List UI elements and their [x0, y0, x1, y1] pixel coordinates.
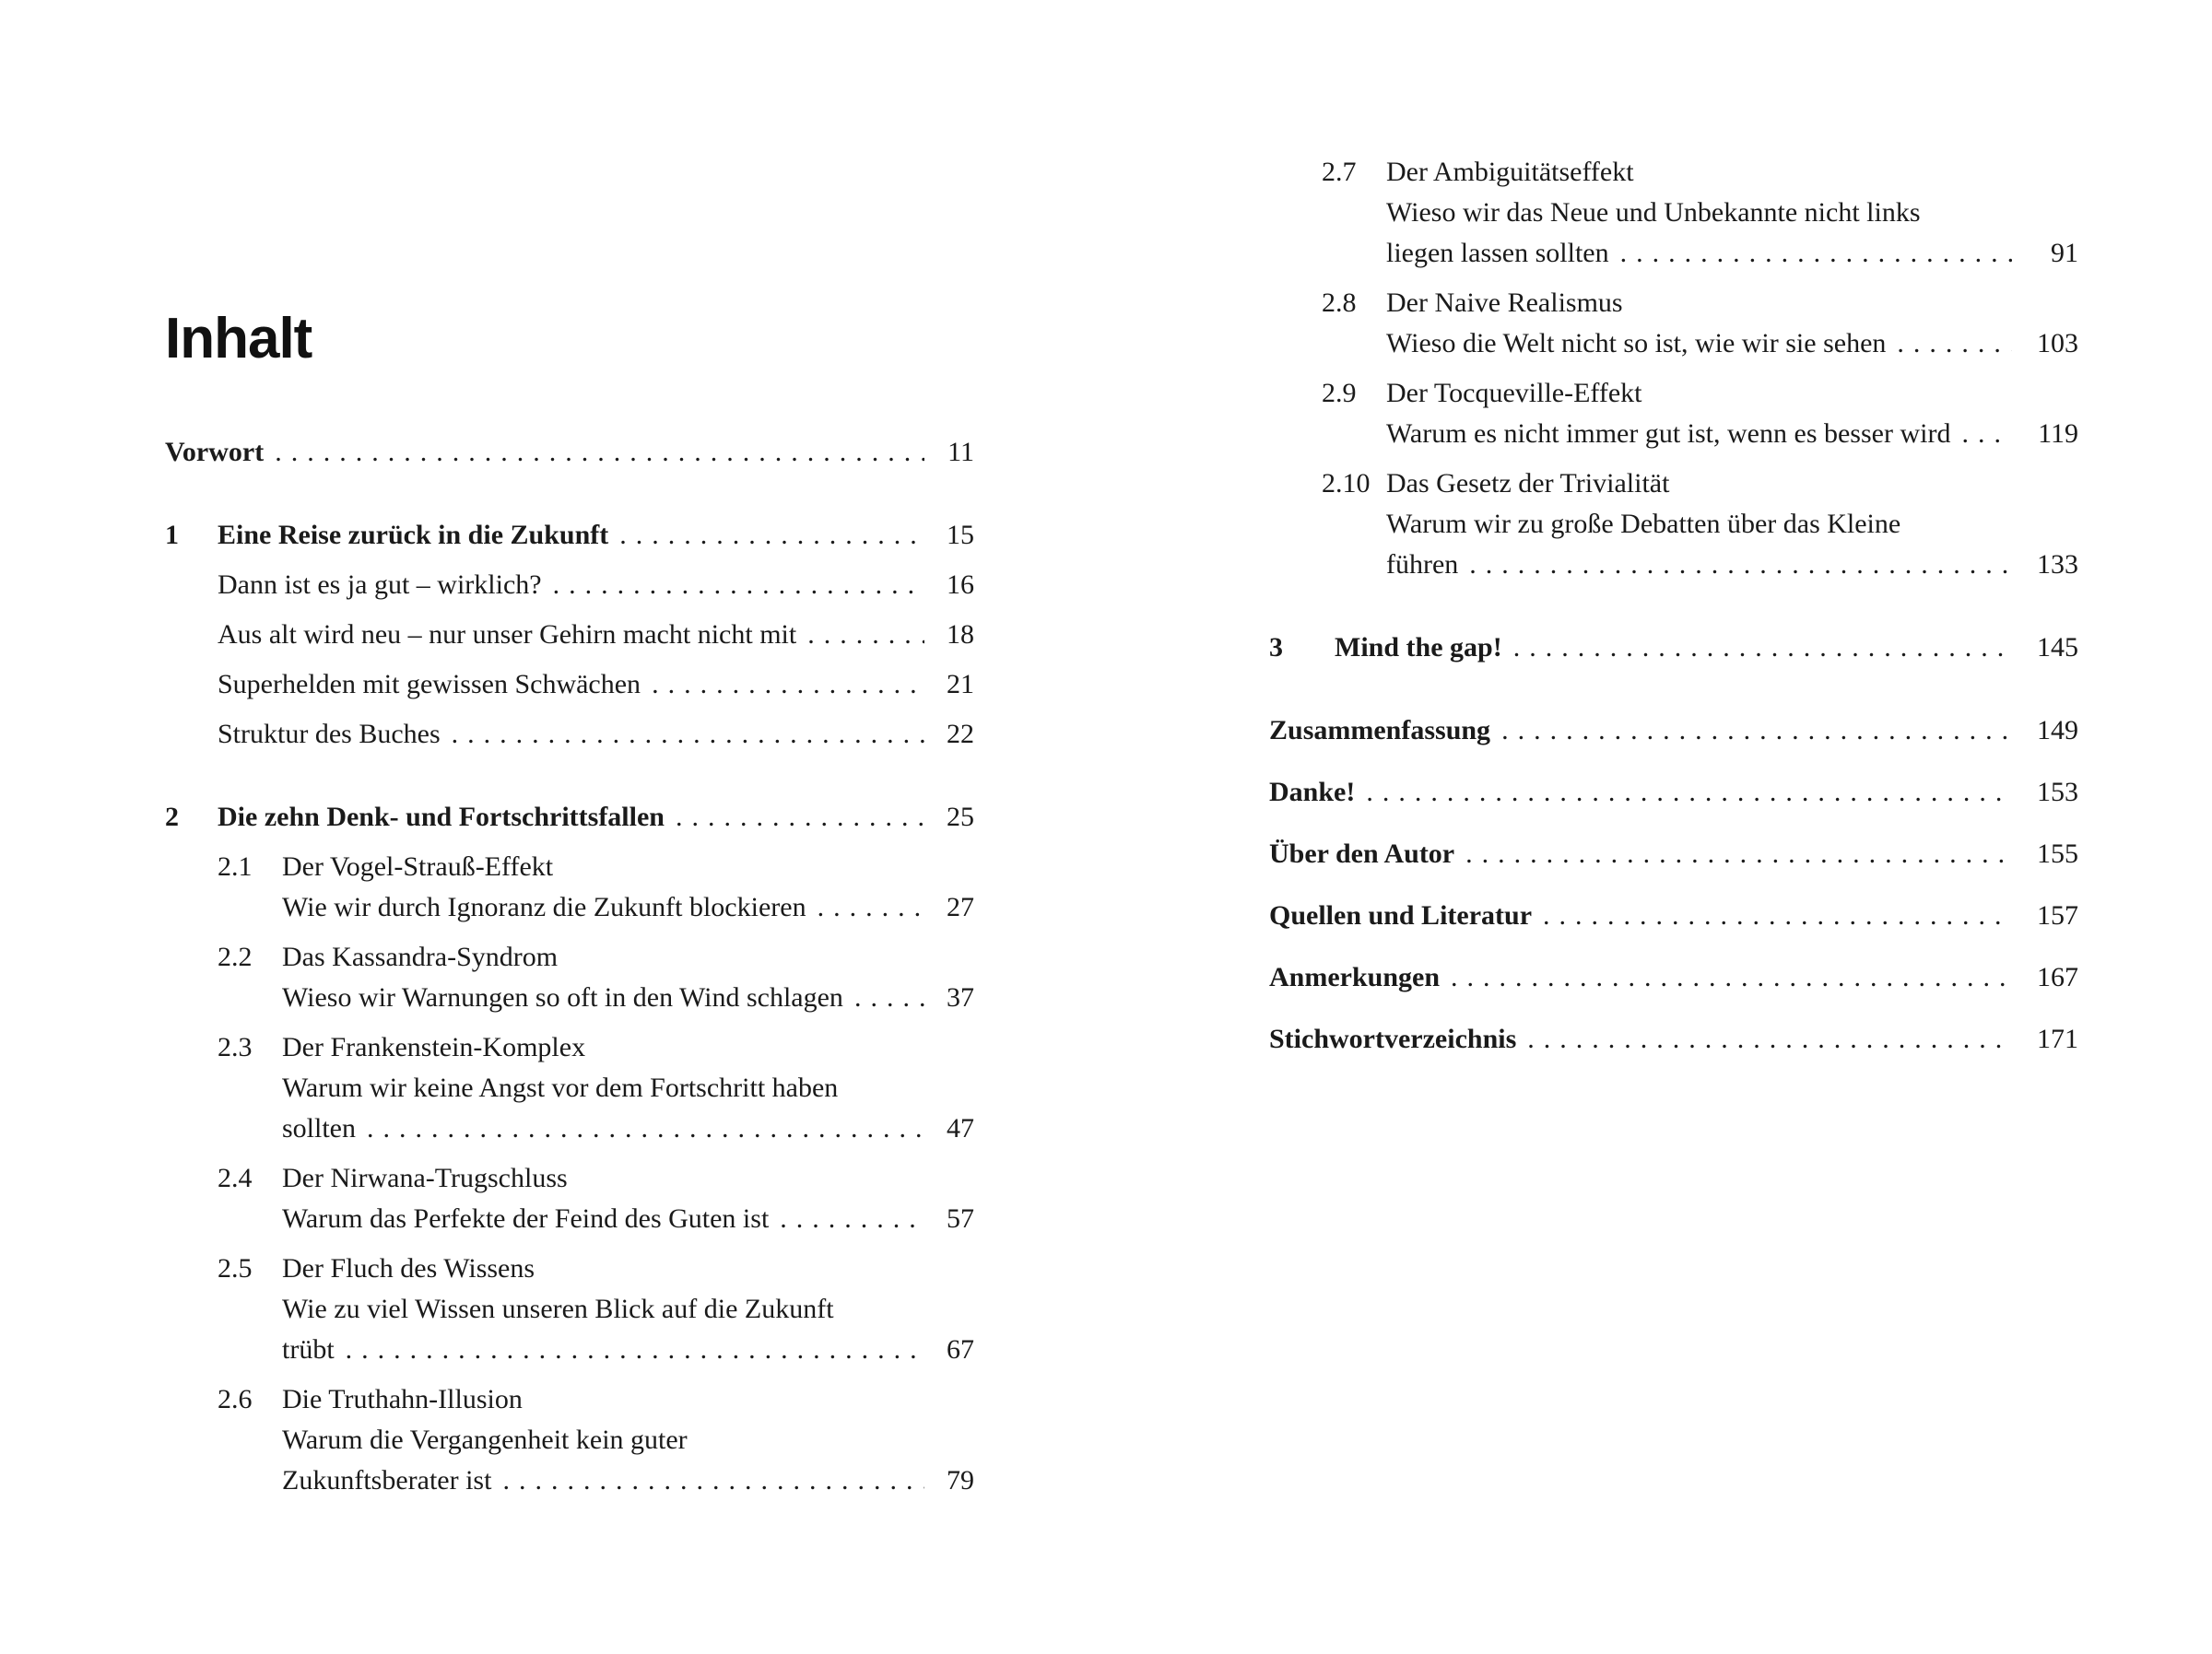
page-title: Inhalt: [165, 307, 312, 370]
entry-page: 79: [947, 1465, 974, 1496]
entry-page: 167: [2037, 962, 2078, 992]
entry-number: 2.10: [1322, 468, 1371, 499]
toc-entry-zusammenfassung: [1269, 710, 2078, 751]
entry-title: Der Vogel-Strauß-Effekt: [282, 851, 554, 882]
entry-subtitle: Wie zu viel Wissen unseren Blick auf die Zukunft: [282, 1294, 834, 1324]
dot-leader: [1465, 834, 2012, 874]
dot-leader: [1527, 1019, 2012, 1060]
entry-page: 133: [2037, 549, 2078, 580]
entry-number: 2.2: [218, 942, 253, 972]
dot-leader: [346, 1330, 924, 1370]
entry-title: Der Fluch des Wissens: [282, 1253, 535, 1284]
toc-entry-danke: [1269, 772, 2078, 813]
entry-subtitle: trübt: [282, 1334, 335, 1365]
entry-title: Die Truthahn-Illusion: [282, 1384, 523, 1414]
entry-label: Stichwortverzeichnis: [1269, 1024, 1517, 1054]
entry-number: 2.1: [218, 851, 253, 882]
toc-entry-2-4: [165, 1158, 974, 1199]
entry-subtitle: Wie wir durch Ignoranz die Zukunft blockieren: [282, 892, 806, 922]
toc-entry: [165, 664, 974, 705]
dot-leader: [1543, 896, 2012, 936]
dot-leader: [553, 565, 924, 605]
toc-entry-2-10: [1269, 463, 2078, 504]
entry-number: 2.4: [218, 1163, 253, 1193]
entry-subtitle: Warum die Vergangenheit kein guter: [282, 1425, 688, 1455]
chapter-number: 3: [1269, 632, 1283, 663]
entry-title: Der Naive Realismus: [1386, 287, 1623, 318]
entry-page: 15: [947, 520, 974, 550]
entry-label: Superhelden mit gewissen Schwächen: [218, 669, 641, 699]
toc-chapter-2: [165, 797, 974, 838]
chapter-title: Mind the gap!: [1335, 632, 1502, 663]
entry-page: 171: [2037, 1024, 2078, 1054]
entry-page: 22: [947, 719, 974, 749]
left-page-column: [165, 0, 974, 1501]
dot-leader: [367, 1109, 924, 1149]
toc-entry: [165, 714, 974, 755]
toc-entry-2-2: [165, 937, 974, 978]
entry-subtitle: Wieso wir das Neue und Unbekannte nicht links: [1386, 197, 1921, 228]
toc-entry-subtitle: [165, 1330, 974, 1370]
dot-leader: [1366, 772, 2012, 813]
toc-entry-subtitle: [1269, 414, 2078, 454]
dot-leader: [1501, 710, 2012, 751]
entry-page: 11: [947, 437, 974, 467]
toc-entry-quellen-und-literatur: [1269, 896, 2078, 936]
toc-entry-2-5: [165, 1249, 974, 1289]
entry-page: 153: [2037, 777, 2078, 807]
dot-leader: [807, 615, 924, 655]
dot-leader: [619, 515, 924, 556]
dot-leader: [502, 1460, 924, 1501]
toc-entry-2-6: [165, 1379, 974, 1420]
entry-label: Vorwort: [165, 437, 265, 467]
entry-number: 2.7: [1322, 157, 1357, 187]
chapter-title: Eine Reise zurück in die Zukunft: [218, 520, 609, 550]
entry-subtitle: sollten: [282, 1113, 356, 1144]
entry-page: 47: [947, 1113, 974, 1144]
toc-entry: [165, 615, 974, 655]
entry-title: Der Ambiguitätseffekt: [1386, 157, 1634, 187]
entry-page: 27: [947, 892, 974, 922]
entry-subtitle: Warum es nicht immer gut ist, wenn es besser wird: [1386, 418, 1951, 449]
dot-leader: [1513, 628, 2012, 668]
dot-leader: [652, 664, 924, 705]
entry-subtitle: Zukunftsberater ist: [282, 1465, 492, 1496]
chapter-number: 1: [165, 520, 179, 550]
entry-label: Struktur des Buches: [218, 719, 441, 749]
toc-entry-subtitle: [165, 1109, 974, 1149]
entry-subtitle: Warum das Perfekte der Feind des Guten ist: [282, 1203, 770, 1234]
entry-number: 2.8: [1322, 287, 1357, 318]
toc-entry-subtitle: [165, 1460, 974, 1501]
right-page-column: [1269, 0, 2078, 1060]
entry-page: 145: [2037, 632, 2078, 663]
chapter-number: 2: [165, 802, 179, 832]
entry-subtitle: führen: [1386, 549, 1459, 580]
dot-leader: [780, 1199, 924, 1239]
entry-page: 25: [947, 802, 974, 832]
entry-page: 91: [2051, 238, 2078, 268]
toc-entry-subtitle: [165, 1199, 974, 1239]
entry-subtitle: Warum wir keine Angst vor dem Fortschritt haben: [282, 1073, 839, 1103]
entry-label: Anmerkungen: [1269, 962, 1441, 992]
toc-chapter-1: [165, 515, 974, 556]
entry-label: Quellen und Literatur: [1269, 900, 1533, 931]
toc-entry: [165, 565, 974, 605]
dot-leader: [854, 978, 924, 1018]
entry-page: 57: [947, 1203, 974, 1234]
entry-title: Der Frankenstein-Komplex: [282, 1032, 586, 1062]
entry-subtitle: Wieso die Welt nicht so ist, wie wir sie sehen: [1386, 328, 1887, 358]
entry-page: 18: [947, 619, 974, 650]
entry-number: 2.3: [218, 1032, 253, 1062]
entry-subtitle: liegen lassen sollten: [1386, 238, 1609, 268]
entry-page: 157: [2037, 900, 2078, 931]
chapter-title: Die zehn Denk- und Fortschrittsfallen: [218, 802, 665, 832]
toc-entry-subtitle: [1269, 323, 2078, 364]
entry-page: 149: [2037, 715, 2078, 745]
entry-page: 16: [947, 569, 974, 600]
entry-label: Danke!: [1269, 777, 1356, 807]
dot-leader: [676, 797, 924, 838]
toc-entry-2-9: [1269, 373, 2078, 414]
toc-entry-subtitle: [1269, 504, 2078, 545]
dot-leader: [818, 887, 924, 928]
toc-entry-anmerkungen: [1269, 957, 2078, 998]
toc-entry-subtitle: [1269, 545, 2078, 585]
entry-subtitle: Warum wir zu große Debatten über das Kleine: [1386, 509, 1901, 539]
dot-leader: [275, 432, 924, 473]
dot-leader: [1451, 957, 2012, 998]
entry-number: 2.9: [1322, 378, 1357, 408]
toc-chapter-3: [1269, 628, 2078, 668]
entry-title: Der Tocqueville-Effekt: [1386, 378, 1642, 408]
entry-title: Das Kassandra-Syndrom: [282, 942, 559, 972]
dot-leader: [452, 714, 924, 755]
toc-entry-ueber-den-autor: [1269, 834, 2078, 874]
entry-title: Der Nirwana-Trugschluss: [282, 1163, 568, 1193]
dot-leader: [1620, 233, 2012, 274]
toc-entry-2-7: [1269, 152, 2078, 193]
entry-number: 2.6: [218, 1384, 253, 1414]
dot-leader: [1961, 414, 2012, 454]
dot-leader: [1897, 323, 2012, 364]
entry-number: 2.5: [218, 1253, 253, 1284]
toc-entry-subtitle: [165, 1068, 974, 1109]
entry-page: 37: [947, 982, 974, 1013]
dot-leader: [1469, 545, 2012, 585]
entry-label: Aus alt wird neu – nur unser Gehirn macht nicht mit: [218, 619, 797, 650]
entry-label: Zusammenfassung: [1269, 715, 1491, 745]
toc-entry-subtitle: [165, 1420, 974, 1460]
toc-entry-subtitle: [165, 887, 974, 928]
toc-entry-2-1: [165, 847, 974, 887]
toc-entry-subtitle: [1269, 193, 2078, 233]
entry-subtitle: Wieso wir Warnungen so oft in den Wind schlagen: [282, 982, 843, 1013]
entry-label: Über den Autor: [1269, 839, 1455, 869]
toc-entry-vorwort: [165, 432, 974, 473]
toc-entry-stichwortverzeichnis: [1269, 1019, 2078, 1060]
toc-entry-2-8: [1269, 283, 2078, 323]
entry-page: 155: [2037, 839, 2078, 869]
entry-page: 67: [947, 1334, 974, 1365]
entry-label: Dann ist es ja gut – wirklich?: [218, 569, 542, 600]
entry-page: 21: [947, 669, 974, 699]
entry-page: 119: [2038, 418, 2078, 449]
toc-entry-subtitle: [1269, 233, 2078, 274]
toc-entry-2-3: [165, 1027, 974, 1068]
entry-title: Das Gesetz der Trivialität: [1386, 468, 1670, 499]
toc-entry-subtitle: [165, 978, 974, 1018]
toc-entry-subtitle: [165, 1289, 974, 1330]
entry-page: 103: [2037, 328, 2078, 358]
